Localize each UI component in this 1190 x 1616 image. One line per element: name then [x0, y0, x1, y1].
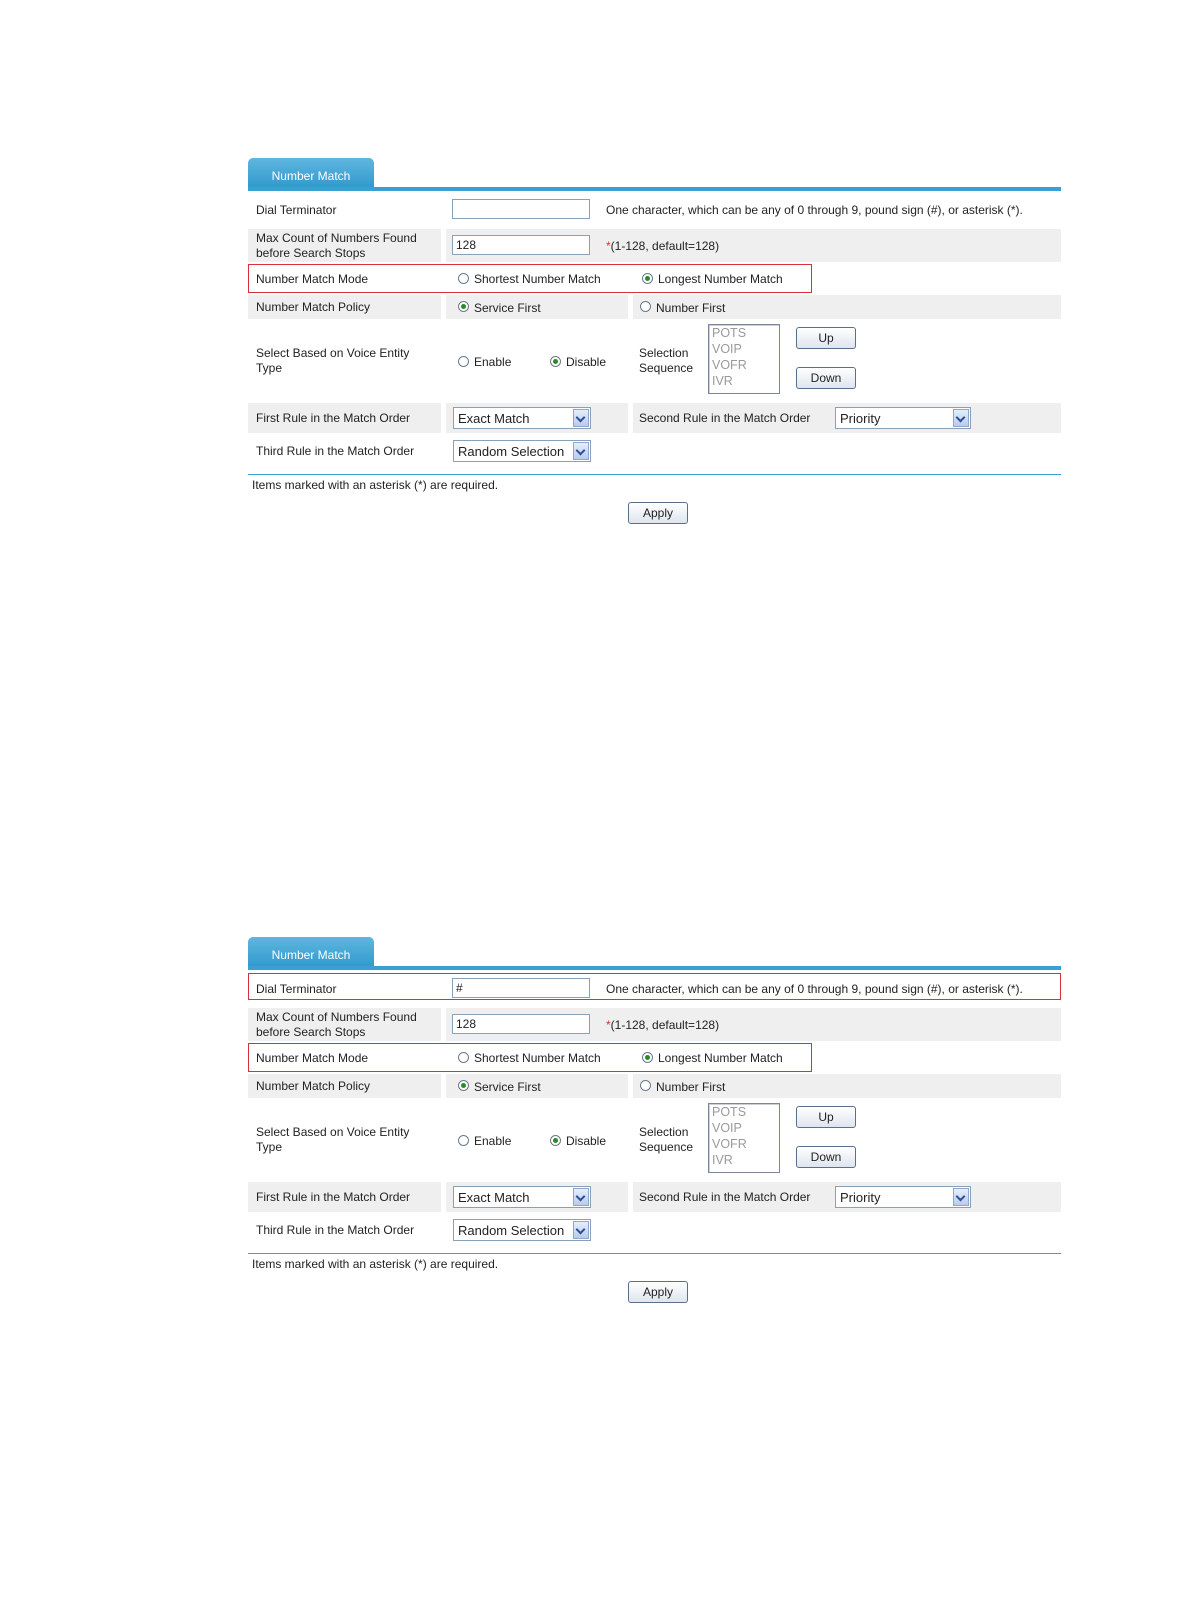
voice-entity-row	[248, 1100, 1061, 1180]
voice-entity-label	[256, 346, 409, 376]
second-rule-select[interactable]	[835, 407, 971, 429]
third-rule-value: Random Selection	[458, 444, 565, 459]
service-first-label: Service First	[474, 1080, 541, 1094]
max-count-label	[256, 231, 417, 261]
match-mode-highlight	[248, 264, 812, 293]
sequence-item-pots[interactable]: POTS	[712, 1105, 747, 1119]
voice-entity-label-line2: Type	[256, 361, 283, 375]
column-gap	[628, 1074, 633, 1098]
voice-entity-label	[256, 1125, 409, 1155]
number-first-radio[interactable]	[640, 1080, 651, 1091]
number-match-panel-2	[248, 937, 1061, 1307]
first-rule-value: Exact Match	[458, 1190, 530, 1205]
voice-entity-label-line1: Select Based on Voice Entity	[256, 1125, 410, 1139]
column-gap	[441, 295, 446, 319]
match-policy-row	[248, 1074, 1061, 1098]
max-count-hint	[606, 1018, 719, 1032]
column-gap	[628, 403, 633, 433]
required-asterisk: *	[606, 1018, 611, 1032]
first-rule-select[interactable]	[453, 407, 591, 429]
chevron-down-icon[interactable]	[573, 1188, 589, 1206]
second-rule-label: Second Rule in the Match Order	[639, 1190, 811, 1204]
voice-entity-label-line1: Select Based on Voice Entity	[256, 346, 410, 360]
move-down-button[interactable]: Down	[796, 367, 856, 389]
voice-entity-row	[248, 321, 1061, 401]
third-rule-row	[248, 435, 1061, 467]
selection-sequence-label-line1: Selection	[639, 1125, 689, 1139]
third-rule-row	[248, 1214, 1061, 1246]
footer-divider	[248, 1253, 1061, 1254]
dial-terminator-label: Dial Terminator	[256, 982, 337, 996]
longest-match-label: Longest Number Match	[658, 1051, 783, 1065]
first-second-rule-row	[248, 1182, 1061, 1212]
second-rule-value: Priority	[840, 411, 881, 426]
enable-radio[interactable]	[458, 1135, 469, 1146]
chevron-down-icon[interactable]	[953, 409, 969, 427]
service-first-radio[interactable]	[458, 1080, 469, 1091]
column-gap	[628, 1182, 633, 1212]
move-down-button[interactable]: Down	[796, 1146, 856, 1168]
column-gap	[441, 1182, 446, 1212]
selection-sequence-label	[639, 1125, 693, 1155]
sequence-item-ivr[interactable]: IVR	[712, 1153, 733, 1167]
shortest-match-label: Shortest Number Match	[474, 1051, 601, 1065]
enable-radio[interactable]	[458, 356, 469, 367]
sequence-item-vofr[interactable]: VOFR	[712, 358, 747, 372]
match-policy-row	[248, 295, 1061, 319]
match-mode-label: Number Match Mode	[256, 1051, 369, 1065]
max-count-range: (1-128, default=128)	[610, 1018, 720, 1032]
sequence-item-pots[interactable]: POTS	[712, 326, 747, 340]
max-count-label-line1: Max Count of Numbers Found	[256, 231, 417, 245]
first-rule-select[interactable]	[453, 1186, 591, 1208]
selection-sequence-label-line1: Selection	[639, 346, 689, 360]
chevron-down-icon[interactable]	[573, 442, 589, 460]
column-gap	[441, 1074, 446, 1098]
dial-terminator-hint: One character, which can be any of 0 through 9, pound sign (#), or asterisk (*).	[606, 982, 1023, 996]
disable-label: Disable	[566, 1134, 607, 1148]
number-first-label: Number First	[656, 1080, 726, 1094]
second-rule-select[interactable]	[835, 1186, 971, 1208]
match-mode-highlight	[248, 1043, 812, 1072]
voice-entity-label-line2: Type	[256, 1140, 283, 1154]
chevron-down-icon[interactable]	[573, 1221, 589, 1239]
required-note: Items marked with an asterisk (*) are required.	[252, 1257, 499, 1271]
dial-terminator-input[interactable]	[452, 199, 590, 219]
selection-sequence-label-line2: Sequence	[639, 1140, 694, 1154]
tab-bar	[248, 937, 1061, 970]
second-rule-label: Second Rule in the Match Order	[639, 411, 811, 425]
chevron-down-icon[interactable]	[953, 1188, 969, 1206]
dial-terminator-row	[248, 195, 1061, 226]
max-count-label	[256, 1010, 417, 1040]
column-gap	[441, 229, 446, 262]
dial-terminator-label: Dial Terminator	[256, 203, 337, 217]
service-first-label: Service First	[474, 301, 541, 315]
max-count-label-line2: before Search Stops	[256, 1025, 366, 1039]
enable-label: Enable	[474, 1134, 512, 1148]
column-gap	[441, 1008, 446, 1041]
sequence-item-voip[interactable]: VOIP	[712, 1121, 742, 1135]
tab-number-match[interactable]: Number Match	[248, 158, 374, 190]
first-rule-label: First Rule in the Match Order	[256, 411, 411, 425]
apply-button[interactable]: Apply	[628, 1281, 688, 1303]
required-asterisk: *	[606, 239, 611, 253]
third-rule-label: Third Rule in the Match Order	[256, 444, 415, 458]
max-count-label-line2: before Search Stops	[256, 246, 366, 260]
third-rule-select[interactable]	[453, 440, 591, 462]
service-first-radio[interactable]	[458, 301, 469, 312]
first-rule-label: First Rule in the Match Order	[256, 1190, 411, 1204]
number-match-panel-1	[248, 158, 1061, 528]
sequence-item-ivr[interactable]: IVR	[712, 374, 733, 388]
selection-sequence-label-line2: Sequence	[639, 361, 694, 375]
sequence-item-voip[interactable]: VOIP	[712, 342, 742, 356]
column-gap	[441, 403, 446, 433]
number-first-radio[interactable]	[640, 301, 651, 312]
match-policy-label: Number Match Policy	[256, 300, 371, 314]
move-up-button[interactable]: Up	[796, 1106, 856, 1128]
number-first-label: Number First	[656, 301, 726, 315]
third-rule-label: Third Rule in the Match Order	[256, 1223, 415, 1237]
match-policy-label: Number Match Policy	[256, 1079, 371, 1093]
max-count-row	[248, 1008, 1061, 1041]
footer-divider	[248, 474, 1061, 475]
max-count-row	[248, 229, 1061, 262]
apply-button[interactable]: Apply	[628, 502, 688, 524]
dial-terminator-highlight	[248, 973, 1061, 1000]
column-gap	[628, 295, 633, 319]
max-count-input[interactable]	[452, 1014, 590, 1034]
tab-underline	[248, 187, 1061, 191]
tab-bar	[248, 158, 1061, 191]
tab-underline	[248, 966, 1061, 970]
third-rule-select[interactable]	[453, 1219, 591, 1241]
chevron-down-icon[interactable]	[573, 409, 589, 427]
max-count-input[interactable]	[452, 235, 590, 255]
selection-sequence-label	[639, 346, 693, 376]
third-rule-value: Random Selection	[458, 1223, 565, 1238]
second-rule-value: Priority	[840, 1190, 881, 1205]
first-rule-value: Exact Match	[458, 411, 530, 426]
match-mode-label: Number Match Mode	[256, 272, 369, 286]
selection-sequence-list[interactable]	[708, 1103, 780, 1173]
tab-number-match[interactable]: Number Match	[248, 937, 374, 969]
max-count-label-line1: Max Count of Numbers Found	[256, 1010, 417, 1024]
disable-radio[interactable]	[550, 1135, 561, 1146]
dial-terminator-hint: One character, which can be any of 0 through 9, pound sign (#), or asterisk (*).	[606, 203, 1023, 217]
max-count-hint	[606, 239, 719, 253]
longest-match-label: Longest Number Match	[658, 272, 783, 286]
required-note: Items marked with an asterisk (*) are required.	[252, 478, 499, 492]
shortest-match-label: Shortest Number Match	[474, 272, 601, 286]
max-count-range: (1-128, default=128)	[610, 239, 720, 253]
sequence-item-vofr[interactable]: VOFR	[712, 1137, 747, 1151]
enable-label: Enable	[474, 355, 512, 369]
disable-radio[interactable]	[550, 356, 561, 367]
selection-sequence-list[interactable]	[708, 324, 780, 394]
first-second-rule-row	[248, 403, 1061, 433]
disable-label: Disable	[566, 355, 607, 369]
move-up-button[interactable]: Up	[796, 327, 856, 349]
